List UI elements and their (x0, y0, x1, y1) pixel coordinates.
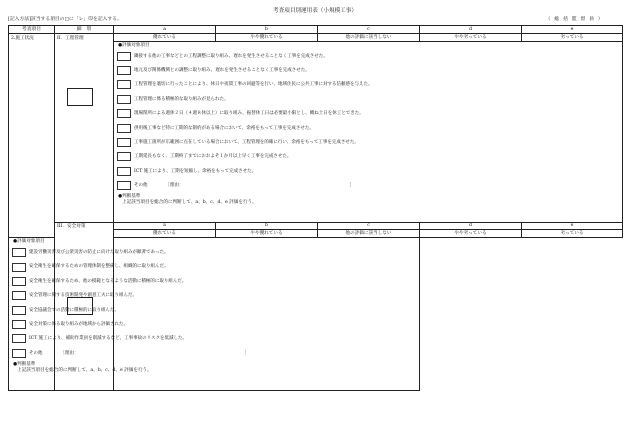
check-item[interactable] (117, 107, 619, 121)
rating-d: やや劣っている (420, 33, 522, 41)
item-text: 安全対策に係る取り組みが地域から評価された。 (29, 322, 128, 327)
rating-row-1 (9, 33, 623, 41)
check-item[interactable] (12, 245, 416, 259)
item-text: 地元及び関係機関との調整に取り組み、遅れを発生させることなく工事を完成させた。 (134, 67, 310, 73)
item-text: 現場閉所による週休２日（４週８休以上）に取り組み、振替休工日は必要最小限とし、概ね土日を休工とできた。 (134, 111, 364, 117)
item-text: 工程管理を適切に行ったことにより、休日や夜間工事の回避等を行い、地域住民に公共工事に対する信頼感を与えた。 (134, 82, 373, 88)
rating-e: 劣っている (522, 230, 623, 238)
item-text: ICT 施工により、工期を短縮し、余裕をもって完成させた。 (134, 168, 257, 174)
grade-c: c (318, 222, 420, 230)
header-grade-c: c (318, 25, 420, 33)
grade-d: d (420, 222, 522, 230)
checkbox[interactable] (117, 124, 131, 133)
other-reason-label: ［理由： (165, 183, 184, 189)
header-row (9, 25, 623, 33)
checkbox[interactable] (117, 181, 131, 190)
item-text: 安全協議会での活動に積極的に取り組んだ。 (29, 307, 119, 313)
header-grade-d: d (420, 25, 522, 33)
check-item-other[interactable] (12, 346, 416, 360)
checkbox[interactable] (12, 306, 26, 315)
subitem-safety: III．安全対策 (55, 222, 114, 391)
rating-c: 他の評価に該当しない (318, 230, 420, 238)
item-text: 工期延長もなく、工期終了までにおおよそ１か月以上早く工事を完成させた。 (134, 154, 292, 160)
checkbox[interactable] (12, 334, 26, 343)
header-grade-a: a (114, 25, 216, 33)
items-row-2 (9, 238, 623, 391)
grade-b: b (216, 222, 318, 230)
check-item[interactable] (117, 121, 619, 135)
checkbox[interactable] (12, 291, 26, 300)
item-text: 安全管理に関する技術開発や創意工夫に取り組んだ。 (29, 293, 137, 299)
other-reason-close: ］ (244, 350, 249, 356)
checkbox[interactable] (117, 138, 131, 147)
checkbox[interactable] (117, 66, 131, 75)
item-text: 供用後工事など特に工期的な制約がある場合において、余裕をもって工事を完成させた。 (134, 125, 314, 131)
header-subitem: 細 別 (55, 25, 114, 33)
category-cell: 2.施工状況 (9, 33, 55, 238)
checkbox[interactable] (12, 320, 26, 329)
check-item[interactable] (117, 92, 619, 106)
check-item[interactable] (12, 260, 416, 274)
checkbox[interactable] (117, 52, 131, 61)
rating-b: やや優れている (216, 230, 318, 238)
checkbox[interactable] (117, 95, 131, 104)
checkbox[interactable] (12, 277, 26, 286)
grade-e: e (522, 222, 623, 230)
checkbox[interactable] (12, 263, 26, 272)
evaluation-table (8, 25, 623, 392)
checkbox[interactable] (117, 109, 131, 118)
other-label: その他 (29, 350, 43, 356)
item-text: 安全衛生を確保するため、他の模範となるような活動に積極的に取り組んだ。 (29, 278, 187, 284)
item-text: 安全衛生を確保するための管理体制を整備し、組織的に取り組んだ。 (29, 264, 169, 270)
other-reason-close: ］ (349, 183, 354, 189)
rating-a: 優れている (114, 33, 216, 41)
document-title: 考査項目別運用表（小規模工事） (273, 8, 357, 14)
rating-b: やや優れている (216, 33, 318, 41)
item-text: 工事施工箇所が広範囲に点在している場合において、工程管理を的確に行い、余裕をもって工事を完成させた。 (134, 139, 359, 145)
check-item[interactable] (12, 274, 416, 288)
rating-d: やや劣っている (420, 230, 522, 238)
grade-a: a (114, 222, 216, 230)
judge-label: ●判断基準 (118, 193, 141, 199)
checkbox[interactable] (12, 248, 26, 257)
item-text: ICT 施工により、補助作業員を削減するなど、工事事故のリスクを低減した。 (29, 336, 188, 342)
grade-row-2 (9, 222, 623, 230)
check-item[interactable] (117, 135, 619, 149)
other-reason-label: ［理由： (60, 350, 79, 356)
check-item[interactable] (117, 150, 619, 164)
item-text: 建設労働災害及び公衆災害の防止に向けた取り組みが顕著であった。 (29, 250, 169, 256)
items-label: ●評価対象項目 (118, 42, 150, 48)
item-text: 隣接する他の工事などとの工程調整に取り組み、遅れを発生させることなく工事を完成させた。 (134, 53, 328, 59)
judge-text: 上記該当項目を総合的に判断して、a、b、c、d、e 評価を行う。 (17, 367, 152, 373)
score-box-schedule[interactable] (67, 88, 93, 106)
instruction-text: [記入方法]該当する項目の□に「レ」印を記入する。 (8, 17, 122, 23)
check-item[interactable] (117, 49, 619, 63)
other-label: その他 (134, 183, 148, 189)
rating-c: 他の評価に該当しない (318, 33, 420, 41)
check-item[interactable] (117, 78, 619, 92)
header-grade-b: b (216, 25, 318, 33)
rating-a: 優れている (114, 230, 216, 238)
rating-e: 劣っている (522, 33, 623, 41)
supervisor-label: （ 総 括 監 督 員 ） (545, 17, 604, 23)
subitem-schedule: II．工程管理 (55, 33, 114, 222)
judge-label: ●判断基準 (13, 361, 36, 367)
checkbox[interactable] (117, 80, 131, 89)
score-box-safety[interactable] (67, 297, 93, 315)
header-grade-e: e (522, 25, 623, 33)
item-text: 工程管理に係る積極的な取り組みが見られた。 (134, 96, 229, 102)
checkbox[interactable] (12, 349, 26, 358)
checkbox[interactable] (117, 152, 131, 161)
check-item[interactable] (117, 164, 619, 178)
check-item[interactable] (117, 63, 619, 77)
check-item[interactable] (12, 317, 416, 331)
items-label: ●評価対象項目 (13, 239, 45, 245)
checkbox[interactable] (117, 167, 131, 176)
judge-text: 上記該当項目を総合的に判断して、a、b、c、d、e 評価を行う。 (122, 199, 257, 205)
check-item-other[interactable] (117, 178, 619, 192)
schedule-items-cell (114, 41, 623, 222)
header-item: 考査項目 (9, 25, 55, 33)
check-item[interactable] (12, 332, 416, 346)
